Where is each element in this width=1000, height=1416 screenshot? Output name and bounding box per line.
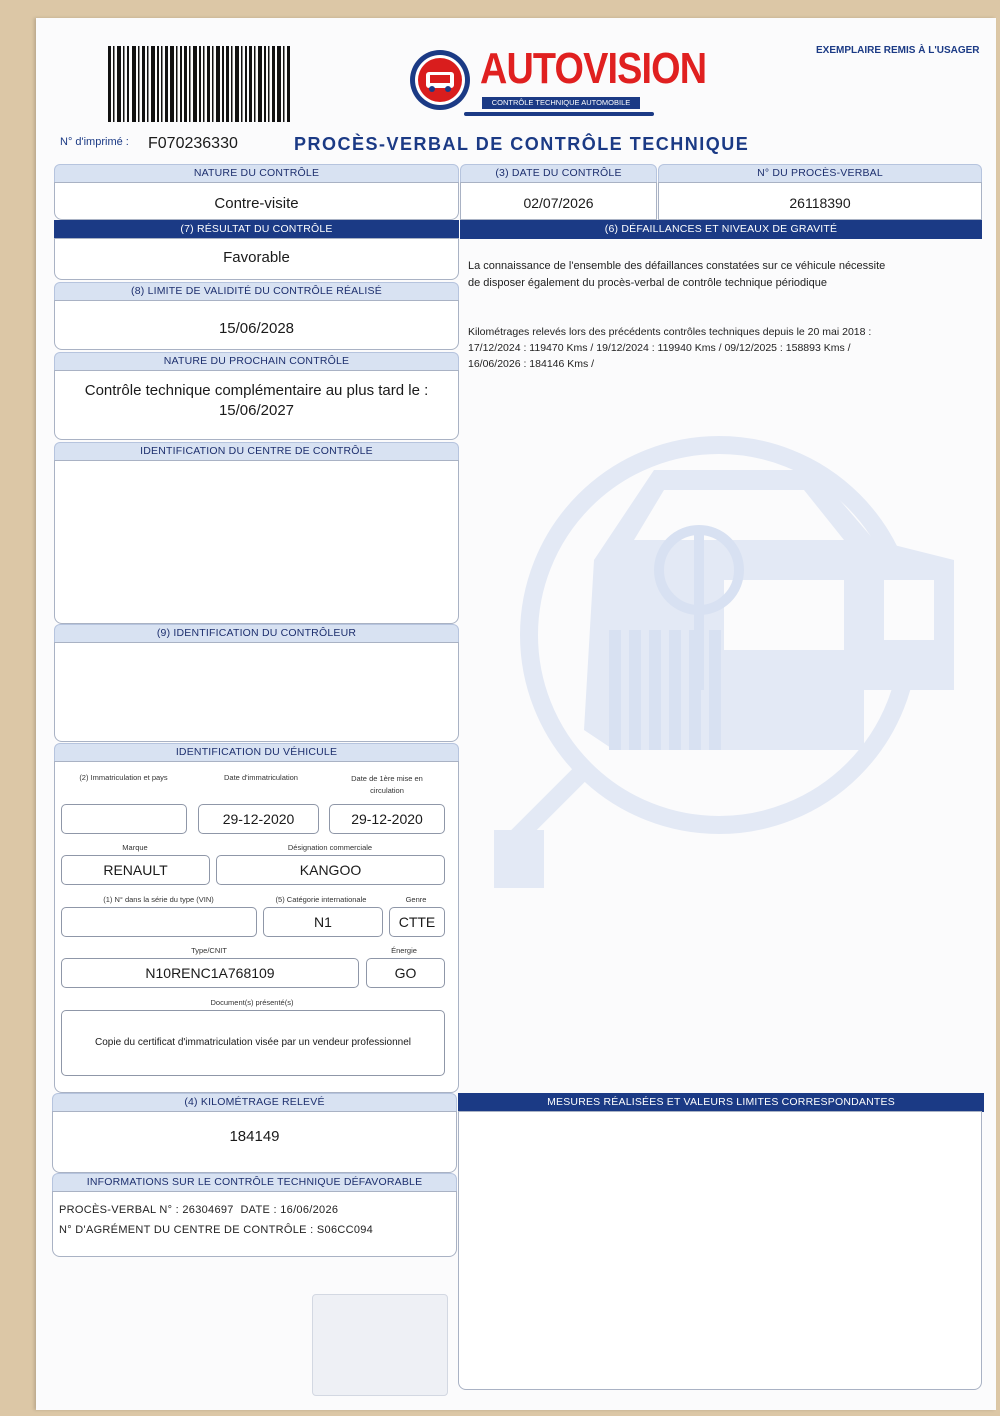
mileage-history-line: 16/06/2026 : 184146 Kms / [468,358,595,370]
control-nature-value: Contre-visite [214,195,299,212]
sticker-area [312,1294,448,1396]
next-control-date: 15/06/2027 [218,402,295,419]
next-control-box [54,370,459,440]
next-control-line: Contrôle technique complémentaire au plus tard le : [84,382,429,399]
result-header: (7) RÉSULTAT DU CONTRÔLE [54,220,459,239]
printed-number: F070236330 [148,135,238,152]
defects-paragraph-line: de disposer également du procès-verbal de contrôle technique périodique [468,276,827,289]
reg-date-label: Date d'immatriculation [224,773,298,782]
printed-number-label: N° d'imprimé : [60,136,129,148]
vin-label: (1) N° dans la série du type (VIN) [103,895,214,904]
result-value: Favorable [223,249,290,266]
category-field: N1 [263,907,383,937]
pv-number-box [658,182,982,220]
defects-text [468,258,978,372]
energy-field: GO [366,958,445,988]
controller-box [54,642,459,742]
documents-label: Document(s) présenté(s) [210,998,294,1007]
document-sheet [36,18,996,1410]
measures-header: MESURES RÉALISÉES ET VALEURS LIMITES CORRESPONDANTES [458,1093,984,1112]
center-header: IDENTIFICATION DU CENTRE DE CONTRÔLE [54,442,459,461]
control-nature-box [54,182,459,220]
brand-name: AUTOVISION [480,44,707,93]
logo-emblem-icon [408,48,472,112]
first-date-label-line: circulation [370,786,404,795]
pv-number-header: N° DU PROCÈS-VERBAL [658,164,982,183]
vin-field [61,907,257,937]
brand-field: RENAULT [61,855,210,885]
control-date-box [460,182,657,220]
validity-value: 15/06/2028 [218,320,295,337]
type-label: Type/CNIT [191,946,227,955]
vehicle-box [54,761,459,1093]
mileage-history-line: Kilométrages relevés lors des précédents contrôles techniques depuis le 20 mai 2018 : [468,326,872,338]
watermark-car-icon [484,430,974,900]
next-control-header: NATURE DU PROCHAIN CONTRÔLE [54,352,459,371]
validity-header: (8) LIMITE DE VALIDITÉ DU CONTRÔLE RÉALISÉ [54,282,459,301]
center-box [54,460,459,624]
reg-date-field: 29-12-2020 [198,804,319,834]
control-nature-header: NATURE DU CONTRÔLE [54,164,459,183]
unfavorable-box [52,1191,457,1257]
mileage-history-line: 17/12/2024 : 119470 Kms / 19/12/2024 : 119940 Kms / 09/12/2025 : 158893 Kms / [468,342,851,354]
type-field: N10RENC1A768109 [61,958,359,988]
first-date-field: 29-12-2020 [329,804,445,834]
model-field: KANGOO [216,855,445,885]
unfavorable-agreement-line: N° D'AGRÉMENT DU CENTRE DE CONTRÔLE : S06CC094 [59,1224,374,1236]
documents-field: Copie du certificat d'immatriculation visée par un vendeur professionnel [61,1010,445,1076]
vehicle-header: IDENTIFICATION DU VÉHICULE [54,743,459,762]
barcode [108,46,293,122]
controller-header: (9) IDENTIFICATION DU CONTRÔLEUR [54,624,459,643]
energy-label: Énergie [391,946,417,955]
control-date-header: (3) DATE DU CONTRÔLE [460,164,657,183]
control-date-value: 02/07/2026 [523,195,594,211]
document-title: PROCÈS-VERBAL DE CONTRÔLE TECHNIQUE [294,134,750,154]
defects-header: (6) DÉFAILLANCES ET NIVEAUX DE GRAVITÉ [460,220,982,239]
defects-paragraph-line: La connaissance de l'ensemble des défaillances constatées sur ce véhicule nécessite [468,260,886,272]
registration-field [61,804,187,834]
model-label: Désignation commerciale [287,843,373,852]
measures-box [458,1111,982,1390]
brand-tagline: CONTRÔLE TECHNIQUE AUTOMOBILE [482,97,640,109]
result-box [54,238,459,280]
logo-underline [464,112,654,116]
mileage-value: 184149 [229,1128,280,1145]
autovision-logo [398,42,707,116]
brand-label: Marque [122,843,148,852]
category-label: (5) Catégorie internationale [275,895,367,904]
mileage-box [52,1111,457,1173]
validity-box [54,300,459,350]
unfavorable-pv-line: PROCÈS-VERBAL N° : 26304697 DATE : 16/06/2026 [59,1204,339,1216]
copy-notice: EXEMPLAIRE REMIS À L'USAGER [816,45,980,56]
genre-field: CTTE [389,907,445,937]
genre-label: Genre [405,895,427,904]
first-date-label-line: Date de 1ère mise en [351,774,423,783]
unfavorable-header: INFORMATIONS SUR LE CONTRÔLE TECHNIQUE DÉFAVORABLE [52,1173,457,1192]
registration-label: (2) Immatriculation et pays [79,773,168,782]
pv-number-value: 26118390 [789,195,851,211]
mileage-header: (4) KILOMÉTRAGE RELEVÉ [52,1093,457,1112]
first-date-label [327,773,447,797]
